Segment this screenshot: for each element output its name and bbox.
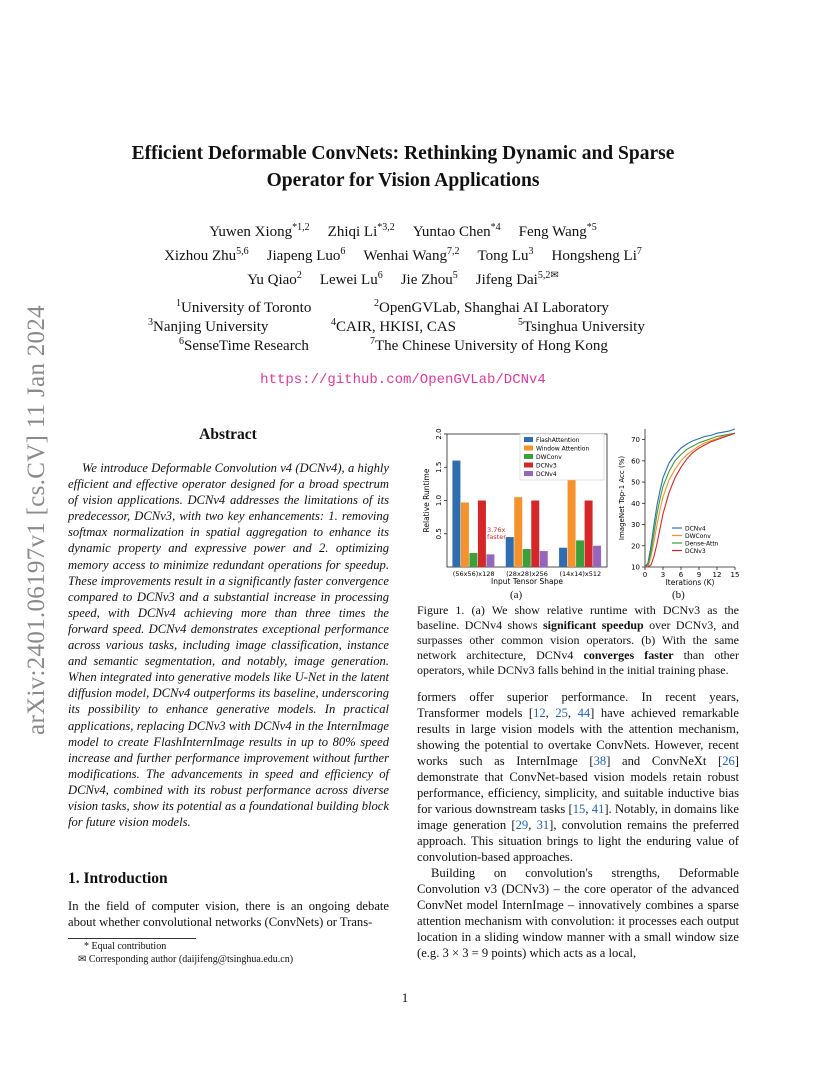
- citation-31[interactable]: 31: [536, 818, 550, 832]
- legend-label: Dense-Attn: [685, 540, 719, 548]
- title-line-2: Operator for Vision Applications: [266, 170, 540, 191]
- citation-15[interactable]: 15: [572, 802, 586, 816]
- author-affiliation-mark: 5,6: [236, 246, 249, 257]
- figure-caption: Figure 1. (a) We show relative runtime with DCNv3 as the baseline. DCNv4 shows significant speedup over DCNv3, and surpasses other common vision operators. (b) With the same network architecture, DCNv4 converges faster than other operators, while DCNv3 falls behind in the initial training phase.: [417, 603, 739, 677]
- author-affiliation-mark: 5: [452, 270, 458, 281]
- author-name: Tong Lu$^3$: [477, 246, 534, 264]
- right-column-text: [417, 689, 739, 961]
- paragraph-transformers: formers offer superior performance. In recent years, Transformer models [12, 25, 44] have achieved remarkable results in large vision models with the attention mechanism, showing the potential to overtake ConvNets. However, recent works such as InternImage [38] and ConvNeXt [26] demonstrate that ConvNet-based vision models retain robust performance, efficiency, simplicity, and suitable inductive bias for various downstream tasks [15, 41]. Notably, in domains like image generation [29, 31], convolution remains the preferred approach. This situation brings to light the enduring value of convolution-based approaches.: [417, 690, 740, 864]
- legend-swatch: [524, 437, 533, 442]
- figure-label-b: (b): [672, 589, 685, 601]
- github-link[interactable]: https://github.com/OpenGVLab/DCNv4: [260, 372, 546, 388]
- bar-dcnv3: [531, 501, 539, 568]
- bar-dcnv4: [486, 554, 494, 567]
- affiliation-7: $^7$The Chinese University of Hong Kong: [370, 336, 608, 354]
- bar-dcnv4: [540, 551, 548, 567]
- abstract-heading: Abstract: [199, 426, 257, 443]
- bar-dwconv: [576, 540, 584, 567]
- speedup-annotation: faster: [487, 533, 506, 541]
- bar-dcnv4: [593, 546, 601, 567]
- y-axis-label: Relative Runtime: [422, 468, 431, 533]
- figure-label-a: (a): [510, 589, 523, 601]
- affiliation-3: $^3$Nanjing University: [148, 317, 269, 335]
- abstract-text: We introduce Deformable Convolution v4 (DCNv4), a highly efficient and effective operator designed for a broad spectrum of vision applications. DCNv4 addresses the limitations of its predecessor, DCNv3, with two key enhancements: 1. removing softmax normalization in spatial aggregation to enhance its dynamic property and expressive power and 2. optimizing memory access to minimize redundant operations for speedup. These improvements result in a significantly faster convergence compared to DCNv3 and a substantial increase in processing speed, with DCNv4 achieving more than three times the forward speed. DCNv4 demonstrates exceptional performance across various tasks, including image classification, instance and semantic segmentation, and notably, image generation. When integrated into generative models like U-Net in the latent diffusion model, DCNv4 outperforms its baseline, underscoring its possibility to enhance generative models. In practical applications, replacing DCNv3 with DCNv4 in the InternImage model to create FlashInternImage results in up to 80% speed increase and further performance improvement without further modifications. The advancements in speed and efficiency of DCNv4, combined with its robust performance across diverse vision tasks, show its potential as a foundational building block for future vision models.: [68, 461, 389, 830]
- author-name: Hongsheng Li$^7$: [551, 246, 642, 264]
- footnote-equal-contribution: * Equal contribution: [84, 941, 167, 952]
- legend-label: FlashAttention: [536, 437, 580, 444]
- affiliation-4: $^4$CAIR, HKISI, CAS: [331, 317, 457, 335]
- footnote-corresponding-author: ✉ Corresponding author (daijifeng@tsinghua.edu.cn): [78, 954, 294, 965]
- x-axis-label: Input Tensor Shape: [491, 577, 563, 586]
- author-line-3: [100, 266, 706, 290]
- affiliations: [100, 294, 706, 354]
- legend-label: Window Attention: [536, 445, 590, 453]
- y-axis-label: ImageNet Top-1 Acc (%): [618, 455, 626, 541]
- y-tick-label: 60: [631, 457, 640, 466]
- author-affiliation-mark: 6: [377, 270, 383, 281]
- bar-flashattention: [559, 548, 567, 567]
- author-name: Yuwen Xiong$^{*1,2}$: [209, 222, 310, 240]
- legend-label: DWConv: [685, 532, 711, 540]
- bar-dwconv: [523, 549, 531, 567]
- author-affiliation-mark: 7,2: [446, 246, 460, 257]
- y-tick-label: 1.0: [435, 494, 443, 507]
- arxiv-sidebar-stamp: arXiv:2401.06197v1 [cs.CV] 11 Jan 2024: [23, 305, 50, 735]
- y-tick-label: 10: [631, 563, 640, 572]
- author-name: Jie Zhou$^5$: [400, 270, 458, 288]
- author-affiliation-mark: 7: [636, 246, 642, 257]
- legend-swatch: [524, 454, 533, 459]
- y-tick-label: 2.0: [435, 428, 443, 440]
- author-name: Xizhou Zhu$^{5,6}$: [164, 246, 249, 264]
- author-affiliation-mark: 2: [296, 270, 302, 281]
- bar-flashattention: [452, 461, 460, 567]
- introduction-text: In the field of computer vision, there is an ongoing debate about whether convolutional networks (ConvNets) or Trans-: [68, 899, 389, 929]
- legend-swatch: [524, 463, 533, 468]
- bar-dwconv: [469, 553, 477, 567]
- y-tick-label: 70: [631, 436, 640, 445]
- citation-12[interactable]: 12: [533, 706, 546, 720]
- citation-44[interactable]: 44: [577, 706, 591, 720]
- author-affiliation-mark: *5: [586, 222, 597, 233]
- x-tick-label: 3: [660, 571, 666, 579]
- author-list: [100, 218, 706, 290]
- paragraph-dcnv3: Building on convolution's strengths, Deformable Convolution v3 (DCNv3) – the core operator of the advanced ConvNet model InternImage – innovatively combines a sparse attention mechanism with convolution: it processes each output location in a sliding window manner with a small window size (e.g. 3 × 3 = 9 points) which acts as a local,: [417, 866, 739, 960]
- paper-title: [100, 140, 706, 194]
- x-tick-label: (28x28)x256: [506, 570, 548, 578]
- bar-dcnv3: [585, 501, 593, 568]
- bar-flashattention: [506, 537, 514, 567]
- legend-label: DCNv4: [536, 471, 557, 478]
- legend-label: DWConv: [536, 454, 562, 461]
- bar-window-attention: [514, 497, 522, 567]
- author-name: Yuntao Chen$^{*4}$: [412, 222, 501, 240]
- author-line-1: [100, 218, 706, 242]
- author-name: Yu Qiao$^2$: [247, 270, 302, 288]
- author-name: Wenhai Wang$^{7,2}$: [363, 246, 460, 264]
- author-name: Zhiqi Li$^{*3,2}$: [327, 222, 395, 240]
- legend-swatch: [524, 471, 533, 476]
- author-name: Jiapeng Luo$^6$: [266, 246, 346, 264]
- legend-label: DCNv4: [685, 525, 706, 533]
- legend-label: DCNv3: [536, 462, 557, 470]
- y-tick-label: 0.5: [435, 528, 443, 540]
- x-tick-label: 9: [696, 571, 702, 579]
- footnote-rule: [68, 938, 196, 939]
- x-tick-label: 12: [712, 571, 722, 579]
- y-tick-label: 50: [631, 478, 640, 487]
- legend-label: DCNv3: [685, 547, 706, 555]
- figure-1-charts: [417, 424, 747, 589]
- author-line-2: [100, 242, 706, 266]
- page-number: 1: [401, 990, 409, 1005]
- x-tick-label: 15: [730, 571, 740, 579]
- affiliation-5: $^5$Tsinghua University: [518, 317, 645, 335]
- relative-runtime-bar-chart: [422, 428, 607, 586]
- citation-38[interactable]: 38: [593, 754, 607, 768]
- y-tick-label: 1.5: [435, 461, 443, 473]
- accuracy-line-chart: [618, 429, 739, 587]
- author-name: Jifeng Dai$^{5,2✉}$: [475, 270, 559, 288]
- citation-41[interactable]: 41: [591, 802, 605, 816]
- citation-25[interactable]: 25: [555, 706, 568, 720]
- bar-window-attention: [461, 502, 469, 567]
- author-affiliation-mark: *1,2: [292, 222, 310, 233]
- x-tick-label: 6: [678, 571, 684, 579]
- speedup-annotation: 3.76x: [487, 526, 506, 534]
- x-tick-label: (56x56)x128: [452, 570, 495, 578]
- title-line-1: Efficient Deformable ConvNets: Rethinking Dynamic and Sparse: [131, 143, 675, 164]
- x-axis-label: Iterations (K): [665, 578, 715, 587]
- citation-29[interactable]: 29: [515, 818, 529, 832]
- author-affiliation-mark: *4: [490, 222, 501, 233]
- author-affiliation-mark: *3,2: [377, 222, 395, 233]
- author-affiliation-mark: 5,2✉: [537, 270, 559, 281]
- author-name: Feng Wang$^{*5}$: [518, 222, 597, 240]
- affiliation-1: $^1$University of Toronto: [176, 298, 312, 316]
- author-affiliation-mark: 6: [340, 246, 346, 257]
- citation-26[interactable]: 26: [722, 754, 735, 768]
- y-tick-label: 40: [631, 499, 640, 508]
- x-tick-label: 0: [642, 571, 648, 579]
- bar-dcnv3: [478, 501, 486, 568]
- y-tick-label: 20: [631, 542, 640, 551]
- y-tick-label: 30: [631, 521, 640, 530]
- affiliation-6: $^6$SenseTime Research: [179, 336, 309, 354]
- x-tick-label: (14x14)x512: [559, 570, 602, 578]
- author-name: Lewei Lu$^6$: [319, 270, 383, 288]
- legend-swatch: [524, 446, 533, 451]
- affiliation-2: $^2$OpenGVLab, Shanghai AI Laboratory: [374, 298, 609, 316]
- section-heading-introduction: 1. Introduction: [68, 870, 168, 887]
- author-affiliation-mark: 3: [528, 246, 534, 257]
